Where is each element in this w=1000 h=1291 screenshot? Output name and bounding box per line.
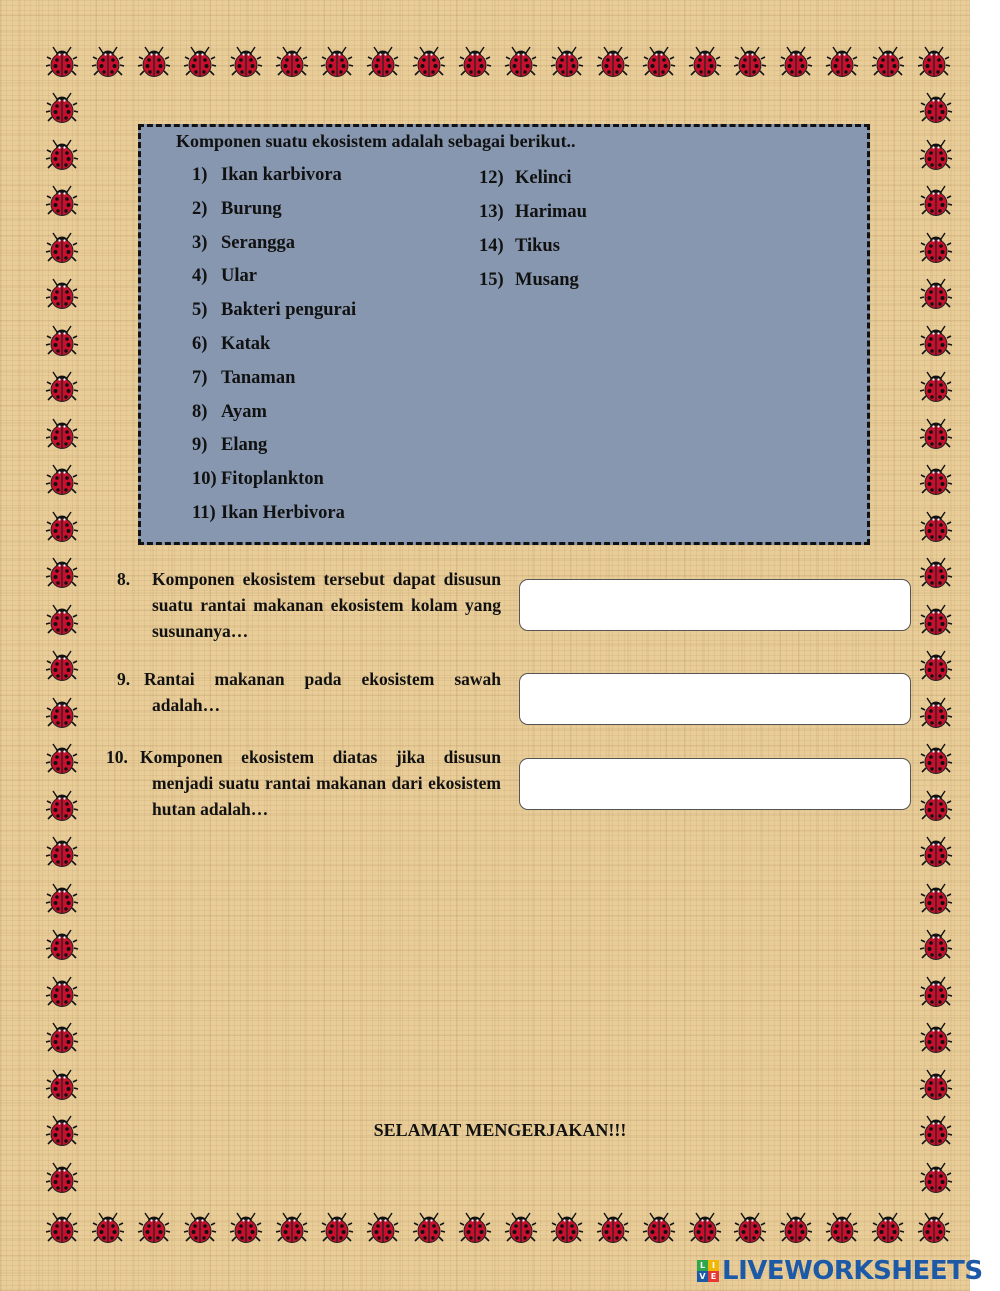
component-list-title: Komponen suatu ekosistem adalah sebagai berikut.. xyxy=(176,131,576,151)
liveworksheets-logo-icon: L I V E xyxy=(697,1260,719,1282)
ladybug-icon xyxy=(45,184,79,218)
question-8 xyxy=(117,566,501,644)
ladybug-icon xyxy=(919,1161,953,1195)
component-item xyxy=(192,334,270,355)
component-label: Tikus xyxy=(515,236,560,256)
ladybug-icon xyxy=(919,277,953,311)
ladybug-icon xyxy=(412,45,446,79)
ladybug-icon xyxy=(45,91,79,125)
ladybug-icon xyxy=(366,1211,400,1245)
ladybug-icon xyxy=(917,1211,951,1245)
ladybug-icon xyxy=(229,45,263,79)
component-number: 13) xyxy=(479,202,504,222)
question-text: Komponen ekosistem diatas jika disusun menjadi suatu rantai makanan dari ekosistem hutan adalah… xyxy=(140,747,501,819)
ladybug-icon xyxy=(91,45,125,79)
ladybug-icon xyxy=(45,463,79,497)
ladybug-icon xyxy=(275,45,309,79)
closing-message: SELAMAT MENGERJAKAN!!! xyxy=(373,1120,627,1140)
component-label: Kelinci xyxy=(515,168,572,188)
component-label: Musang xyxy=(515,270,579,290)
component-item xyxy=(479,202,587,223)
ladybug-icon xyxy=(229,1211,263,1245)
component-item xyxy=(192,503,345,524)
brand-name: LIVEWORKSHEETS xyxy=(722,1256,983,1286)
ladybug-icon xyxy=(45,742,79,776)
ladybug-icon xyxy=(45,1068,79,1102)
ladybug-icon xyxy=(642,45,676,79)
ladybug-icon xyxy=(45,510,79,544)
component-item xyxy=(192,469,324,490)
component-item xyxy=(479,168,572,189)
component-label: Fitoplankton xyxy=(221,469,324,490)
ladybug-icon xyxy=(919,91,953,125)
ladybug-icon xyxy=(45,789,79,823)
ladybug-icon xyxy=(919,882,953,916)
question-9 xyxy=(117,666,501,718)
component-number: 4) xyxy=(192,266,208,287)
ladybug-icon xyxy=(919,1021,953,1055)
component-label: Harimau xyxy=(515,202,587,222)
ladybug-icon xyxy=(596,1211,630,1245)
question-number: 8. xyxy=(117,569,131,589)
component-number: 14) xyxy=(479,236,504,256)
ladybug-icon xyxy=(596,45,630,79)
ladybug-icon xyxy=(45,975,79,1009)
ladybug-icon xyxy=(45,138,79,172)
component-number: 9) xyxy=(192,435,208,456)
component-number: 3) xyxy=(192,232,208,253)
component-label: Bakteri pengurai xyxy=(221,300,357,321)
ladybug-icon xyxy=(779,45,813,79)
component-number: 11) xyxy=(192,503,216,523)
ladybug-icon xyxy=(45,835,79,869)
ladybug-icon xyxy=(919,324,953,358)
ladybug-icon xyxy=(919,649,953,683)
ladybug-icon xyxy=(45,277,79,311)
ladybug-icon xyxy=(45,1021,79,1055)
component-number: 5) xyxy=(192,300,208,321)
question-text: Rantai makanan pada ekosistem sawah adalah… xyxy=(144,669,501,715)
ladybug-icon xyxy=(919,510,953,544)
component-item xyxy=(479,270,579,291)
ladybug-icon xyxy=(45,649,79,683)
component-label: Ikan karbivora xyxy=(221,165,342,185)
ladybug-icon xyxy=(642,1211,676,1245)
ladybug-icon xyxy=(45,1211,79,1245)
ladybug-icon xyxy=(45,696,79,730)
ladybug-icon xyxy=(825,1211,859,1245)
ladybug-icon xyxy=(183,45,217,79)
component-label: Burung xyxy=(221,198,282,219)
ladybug-icon xyxy=(919,231,953,265)
ladybug-icon xyxy=(825,45,859,79)
ladybug-icon xyxy=(919,184,953,218)
answer-input-10[interactable] xyxy=(519,758,911,810)
ladybug-icon xyxy=(458,45,492,79)
ladybug-icon xyxy=(919,370,953,404)
ladybug-icon xyxy=(45,556,79,590)
ladybug-icon xyxy=(320,1211,354,1245)
ladybug-icon xyxy=(919,696,953,730)
component-number: 2) xyxy=(192,198,208,219)
component-number: 7) xyxy=(192,367,208,388)
ladybug-icon xyxy=(917,45,951,79)
liveworksheets-brand[interactable] xyxy=(697,1256,983,1286)
ladybug-icon xyxy=(45,603,79,637)
ladybug-icon xyxy=(550,1211,584,1245)
ladybug-icon xyxy=(688,45,722,79)
component-number: 6) xyxy=(192,334,208,354)
ladybug-icon xyxy=(733,45,767,79)
question-number: 9. xyxy=(117,669,131,689)
ladybug-icon xyxy=(45,45,79,79)
ladybug-icon xyxy=(919,928,953,962)
ladybug-icon xyxy=(919,1068,953,1102)
ladybug-icon xyxy=(320,45,354,79)
ladybug-icon xyxy=(504,45,538,79)
ladybug-icon xyxy=(871,1211,905,1245)
ladybug-icon xyxy=(45,417,79,451)
ladybug-icon xyxy=(919,835,953,869)
answer-input-9[interactable] xyxy=(519,673,911,725)
ladybug-icon xyxy=(550,45,584,79)
component-number: 8) xyxy=(192,401,208,422)
ladybug-icon xyxy=(919,975,953,1009)
component-item xyxy=(192,165,342,186)
component-item xyxy=(192,199,282,220)
component-item xyxy=(192,435,267,456)
ladybug-icon xyxy=(45,882,79,916)
component-label: Tanaman xyxy=(221,367,296,388)
question-text: Komponen ekosistem tersebut dapat disusun suatu rantai makanan ekosistem kolam yang susunanya… xyxy=(152,569,501,641)
ladybug-icon xyxy=(45,324,79,358)
ladybug-icon xyxy=(137,1211,171,1245)
component-label: Serangga xyxy=(221,232,295,253)
component-label: Katak xyxy=(221,334,271,354)
ladybug-icon xyxy=(45,370,79,404)
ladybug-icon xyxy=(871,45,905,79)
component-label: Elang xyxy=(221,435,268,456)
component-label: Ayam xyxy=(221,401,267,422)
component-item xyxy=(192,402,267,423)
ladybug-icon xyxy=(504,1211,538,1245)
component-number: 15) xyxy=(479,270,504,290)
component-number: 1) xyxy=(192,165,208,185)
ladybug-icon xyxy=(919,138,953,172)
ladybug-icon xyxy=(137,45,171,79)
component-item xyxy=(192,300,356,321)
ladybug-icon xyxy=(412,1211,446,1245)
ladybug-icon xyxy=(275,1211,309,1245)
component-number: 12) xyxy=(479,168,504,188)
ladybug-icon xyxy=(733,1211,767,1245)
component-label: Ikan Herbivora xyxy=(221,503,345,523)
component-number: 10) xyxy=(192,469,217,490)
question-number: 10. xyxy=(106,747,128,767)
ladybug-icon xyxy=(183,1211,217,1245)
component-item xyxy=(479,236,560,257)
ladybug-icon xyxy=(91,1211,125,1245)
ladybug-icon xyxy=(919,742,953,776)
ladybug-icon xyxy=(779,1211,813,1245)
component-item xyxy=(192,233,295,254)
ladybug-icon xyxy=(45,231,79,265)
ladybug-icon xyxy=(919,463,953,497)
ladybug-icon xyxy=(688,1211,722,1245)
ladybug-icon xyxy=(458,1211,492,1245)
ladybug-icon xyxy=(45,1161,79,1195)
answer-input-8[interactable] xyxy=(519,579,911,631)
component-label: Ular xyxy=(221,266,257,287)
ladybug-icon xyxy=(919,556,953,590)
ladybug-icon xyxy=(919,603,953,637)
ladybug-icon xyxy=(45,928,79,962)
ladybug-icon xyxy=(919,417,953,451)
question-10 xyxy=(106,744,501,822)
component-item xyxy=(192,266,257,287)
ladybug-icon xyxy=(919,789,953,823)
ladybug-icon xyxy=(366,45,400,79)
component-item xyxy=(192,368,295,389)
